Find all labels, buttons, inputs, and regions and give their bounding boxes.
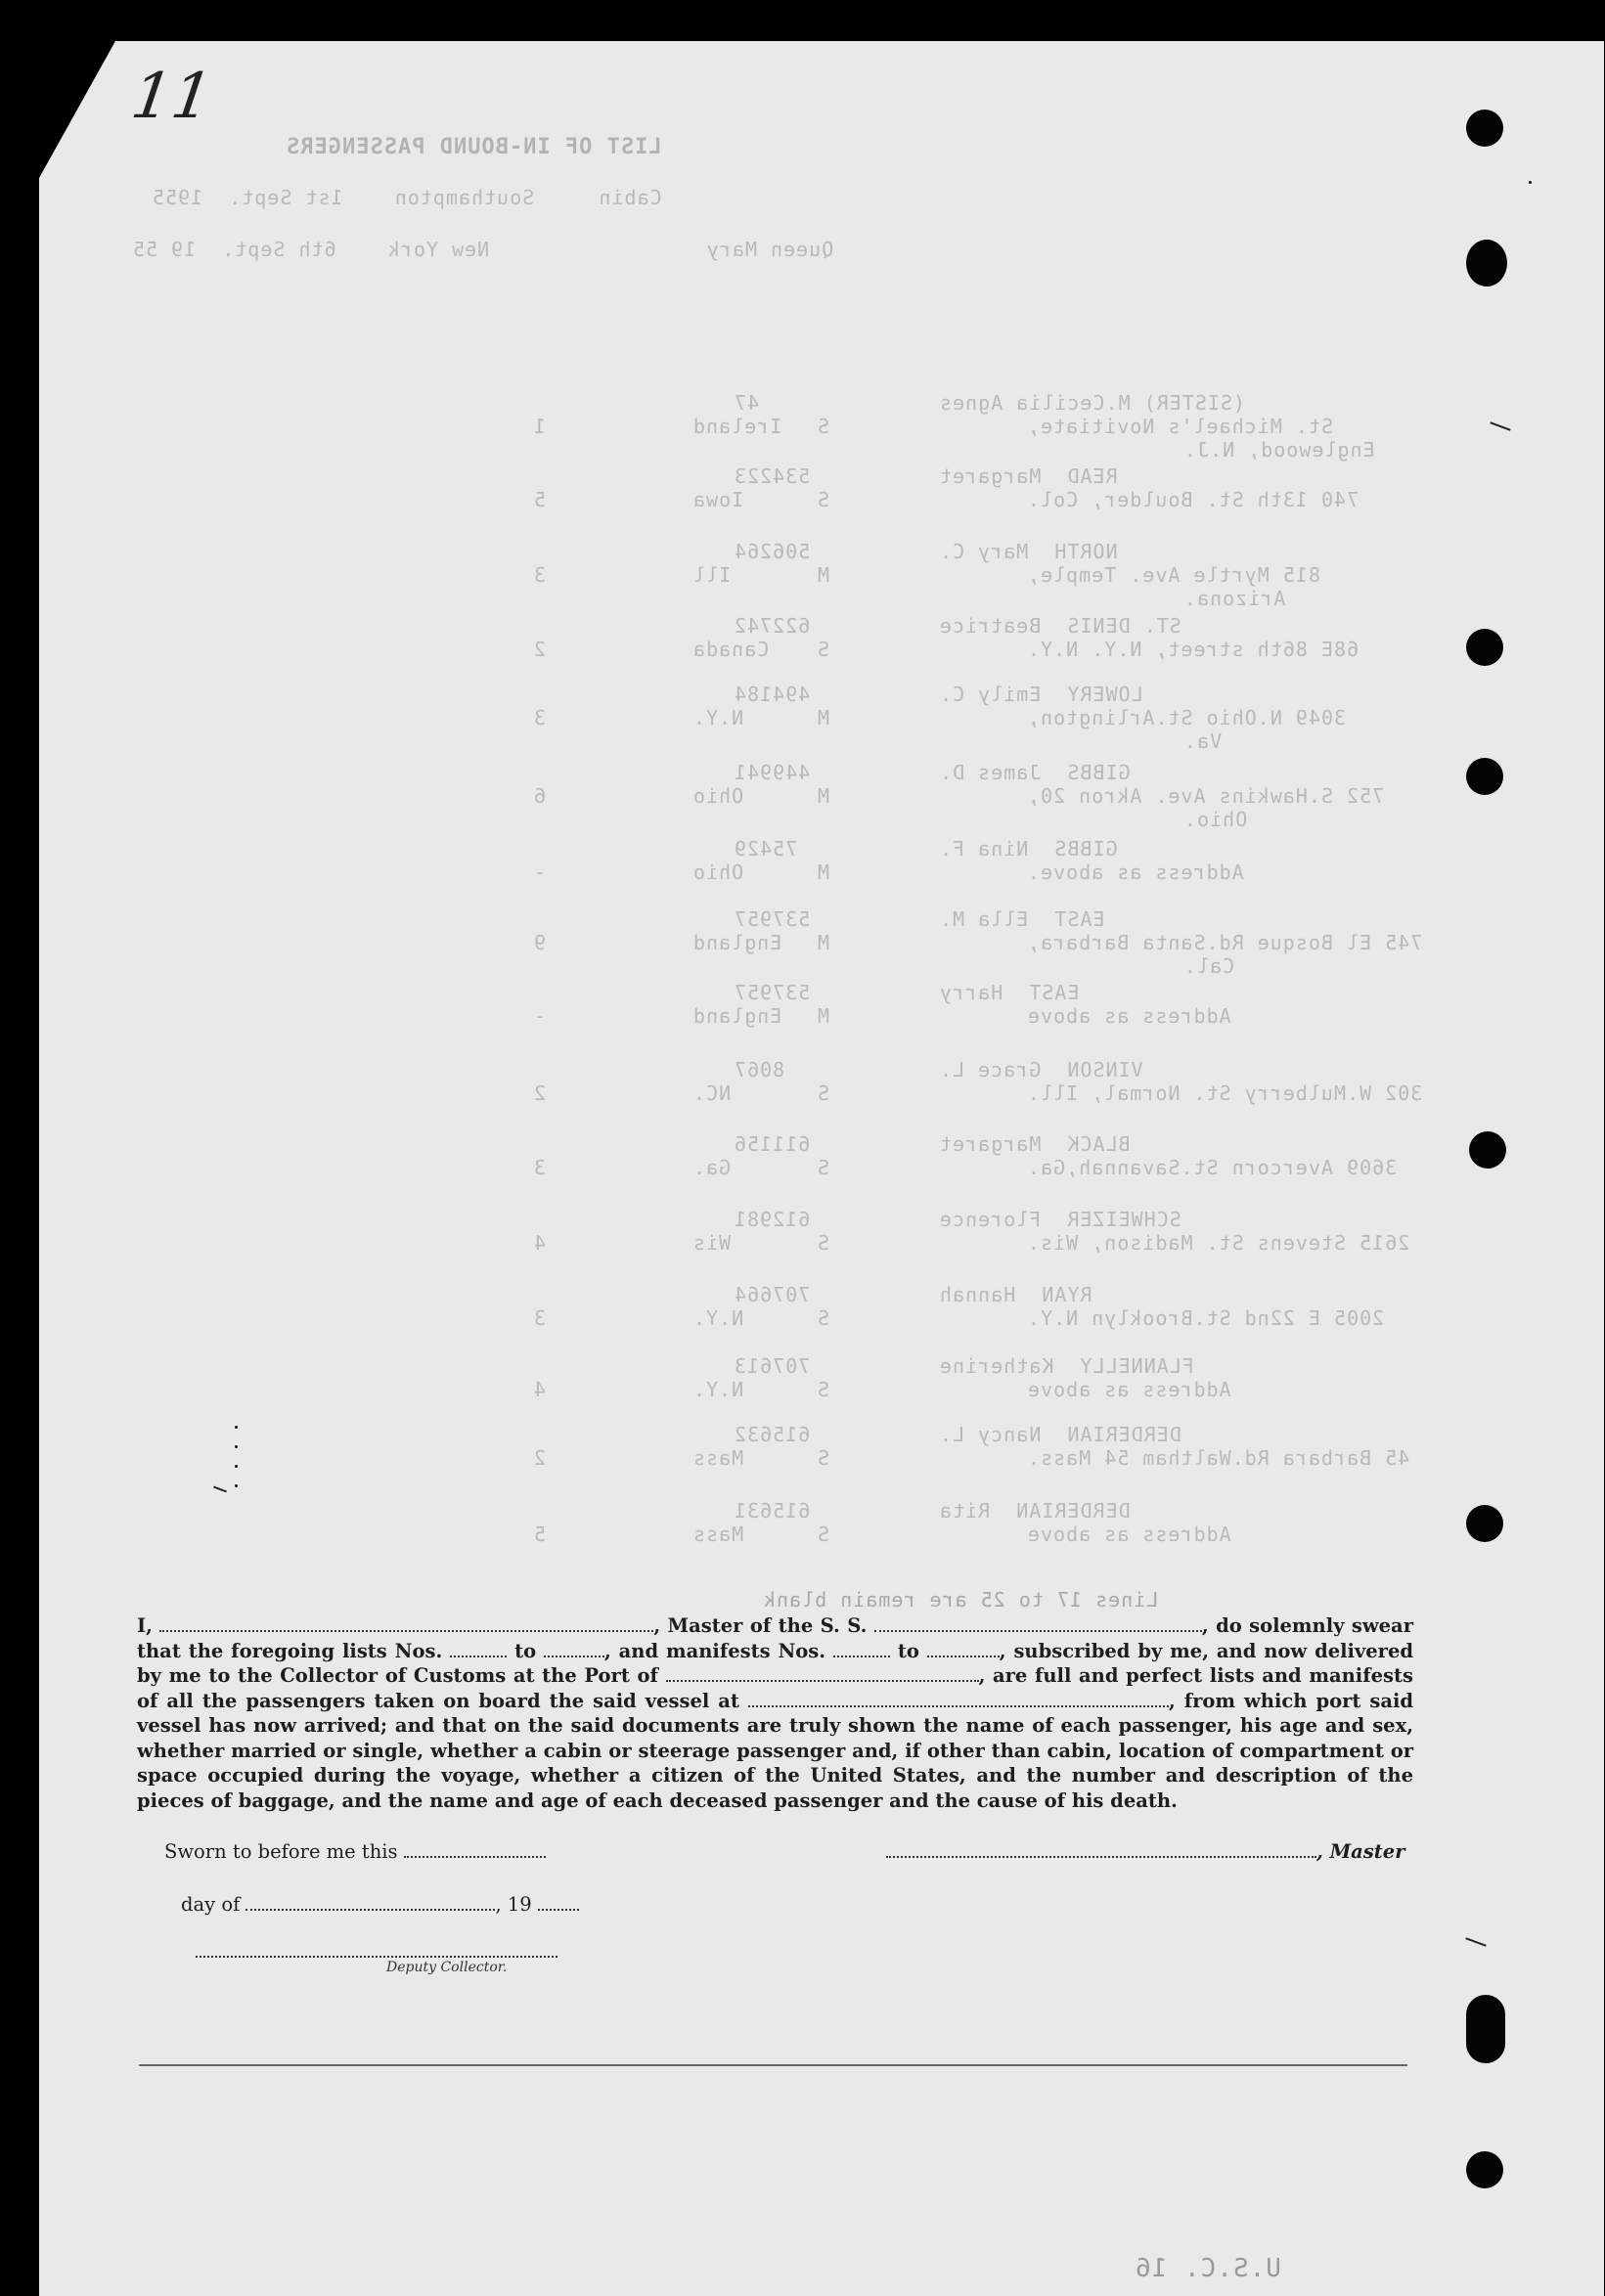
- master-signature-blank: [886, 1842, 1316, 1858]
- oath-text: I,: [137, 1614, 153, 1637]
- ghost-entry-text: 537957: [734, 981, 811, 1004]
- manifest-from-blank: [833, 1642, 890, 1657]
- oath-text: to: [897, 1639, 919, 1662]
- ghost-entry-text: 815 Myrtle Ave. Temple,: [1027, 563, 1320, 587]
- ghost-entry-text: SCHWEIZER Florence: [939, 1208, 1181, 1231]
- ghost-entry-text: Wis: [692, 1231, 732, 1255]
- ghost-entry-text: 537957: [734, 907, 811, 931]
- sworn-label: [164, 1840, 546, 1863]
- master-name-blank: [159, 1616, 653, 1632]
- ghost-entry-text: DERDERIAN Rita: [939, 1499, 1131, 1523]
- ghost-entry-text: DERDERIAN Nancy L.: [939, 1423, 1181, 1446]
- year-label: , 19: [495, 1893, 532, 1916]
- ghost-entry-text: 6: [533, 784, 547, 808]
- ghost-entry-text: S: [817, 1306, 830, 1330]
- oath-text: , and manifests Nos.: [603, 1639, 826, 1662]
- ghost-entry-text: 494184: [734, 683, 811, 706]
- ghost-entry-text: FLANNELLY Katherine: [939, 1354, 1194, 1378]
- ghost-entry-text: -: [533, 861, 547, 884]
- ghost-entry-text: EAST Ella M.: [939, 907, 1105, 931]
- ghost-entry-text: Address as above: [1027, 1378, 1231, 1401]
- ghost-entry-text: 75429: [734, 837, 798, 861]
- ghost-entry-text: 2: [533, 638, 547, 661]
- ghost-entry-text: S: [817, 415, 830, 438]
- ghost-entry-text: Ill: [692, 563, 732, 587]
- ghost-entry-text: 612981: [734, 1208, 811, 1231]
- stray-mark: [1529, 181, 1532, 184]
- stray-mark: [235, 1426, 238, 1429]
- year-blank: [538, 1895, 579, 1911]
- list-to-blank: [544, 1642, 604, 1657]
- ghost-entry-text: Ohio: [692, 861, 744, 884]
- ghost-entry-text: S: [817, 1231, 830, 1255]
- ghost-entry-text: Ohio.: [1183, 808, 1248, 831]
- ghost-entry-text: Ireland: [692, 415, 782, 438]
- ghost-entry-text: 611156: [734, 1132, 811, 1156]
- stray-mark: [235, 1465, 238, 1468]
- departure-port-blank: [748, 1692, 1169, 1707]
- binder-hole: [1466, 629, 1503, 666]
- master-signature: [886, 1840, 1404, 1863]
- ghost-entry-text: Va.: [1183, 729, 1223, 753]
- ghost-entry-text: 2: [533, 1446, 547, 1470]
- day-of-label: day of: [181, 1893, 241, 1916]
- ghost-entry-text: RYAN Hannah: [939, 1283, 1092, 1306]
- ghost-entry-text: 45 Barbara Rd.Waltham 54 Mass.: [1027, 1446, 1410, 1470]
- port-blank: [666, 1666, 979, 1682]
- ghost-entry-text: S: [817, 1523, 830, 1546]
- ghost-entry-text: 745 El Bosque Rd.Santa Barbara,: [1027, 931, 1423, 954]
- ghost-entry-text: Ohio: [692, 784, 744, 808]
- ghost-entry-text: M: [817, 706, 830, 729]
- ghost-entry-text: S: [817, 488, 830, 511]
- ghost-entry-text: 3609 Avercorn St.Savannah,Ga.: [1027, 1156, 1398, 1179]
- day-of-line: [181, 1893, 579, 1916]
- day-of-blank: [245, 1895, 495, 1911]
- ghost-entry-text: Address as above: [1027, 1523, 1231, 1546]
- ghost-entry-text: Address as above.: [1027, 861, 1244, 884]
- ghost-entry-text: M: [817, 861, 830, 884]
- ghost-entry-text: S: [817, 1446, 830, 1470]
- oath-text: , are full and perfect lists and: [978, 1664, 1302, 1687]
- ghost-entry-text: GIBBS James D.: [939, 761, 1131, 784]
- ghost-entry-text: Cal.: [1183, 954, 1235, 978]
- ghost-entry-text: 68E 86th street, N.Y. N.Y.: [1027, 638, 1360, 661]
- ghost-entry-text: Mass: [692, 1446, 744, 1470]
- ghost-entry-text: GIBBS Nina F.: [939, 837, 1118, 861]
- stray-mark: [235, 1484, 238, 1487]
- ghost-entry-text: S: [817, 1156, 830, 1179]
- ghost-entry-text: M: [817, 1004, 830, 1028]
- ghost-entry-text: 5: [533, 488, 547, 511]
- ghost-entry-text: S: [817, 638, 830, 661]
- master-label: , Master: [1316, 1840, 1405, 1863]
- oath-text: , subscribed by me, and now: [999, 1639, 1308, 1662]
- binder-hole: [1466, 2151, 1503, 2188]
- ghost-entry-text: 506264: [734, 540, 811, 563]
- binder-hole: [1466, 758, 1503, 795]
- ghost-entry-text: READ Margaret: [939, 464, 1118, 488]
- ghost-entry-text: Mass: [692, 1523, 744, 1546]
- oath-paragraph: [137, 1613, 1413, 1813]
- vessel-name-blank: [874, 1616, 1202, 1632]
- list-from-blank: [450, 1642, 507, 1657]
- ghost-form-number: U.S.C. 16: [1135, 2254, 1281, 2283]
- binder-hole: [1466, 1505, 1503, 1542]
- ghost-header-line: Queen Mary New York 6th Sept. 19 55: [132, 238, 834, 261]
- ghost-entry-text: VINSON Grace L.: [939, 1058, 1143, 1082]
- ghost-entry-text: 615632: [734, 1423, 811, 1446]
- ghost-entry-text: 3: [533, 1306, 547, 1330]
- ghost-entry-text: S: [817, 1378, 830, 1401]
- ghost-entry-text: 9: [533, 931, 547, 954]
- ghost-entry-text: 2005 E 22nd St.Brooklyn N.Y.: [1027, 1306, 1385, 1330]
- ghost-entry-text: 3: [533, 1156, 547, 1179]
- ghost-entry-text: 752 S.Hawkins Ave. Akron 20,: [1027, 784, 1385, 808]
- ghost-entry-text: Iowa: [692, 488, 744, 511]
- oath-text: delivered by me to the Collector of Customs at the Port of: [137, 1639, 1413, 1687]
- ghost-entry-text: 3049 N.Ohio St.Arlington,: [1027, 706, 1347, 729]
- binder-hole: [1466, 240, 1507, 287]
- ghost-entry-text: EAST Harry: [939, 981, 1080, 1004]
- deputy-signature-blank: [196, 1942, 557, 1958]
- handwritten-mark: 11: [126, 61, 217, 133]
- ghost-header-line: Cabin Southampton 1st Sept. 1955: [152, 186, 662, 209]
- ghost-entry-text: 2: [533, 1082, 547, 1105]
- sworn-date-blank: [404, 1842, 546, 1858]
- ghost-entry-text: 1: [533, 415, 547, 438]
- stray-mark: [235, 1445, 238, 1448]
- oath-text: to: [514, 1639, 537, 1662]
- ghost-entry-text: Address as above: [1027, 1004, 1231, 1028]
- oath-text: , Master of the S. S.: [653, 1614, 868, 1637]
- ghost-entry-text: 615631: [734, 1499, 811, 1523]
- ghost-entry-text: 3: [533, 706, 547, 729]
- ghost-entry-text: M: [817, 563, 830, 587]
- ghost-entry-text: 4: [533, 1231, 547, 1255]
- ghost-entry-text: 5: [533, 1523, 547, 1546]
- ghost-entry-text: Arizona.: [1183, 587, 1286, 610]
- ghost-entry-text: St. Michael's Novitiate,: [1027, 415, 1333, 438]
- ghost-entry-text: NC.: [692, 1082, 732, 1105]
- bottom-rule: [139, 2064, 1407, 2066]
- ghost-entry-text: S: [817, 1082, 830, 1105]
- ghost-entry-text: N.Y.: [692, 1378, 744, 1401]
- ghost-entry-text: 449941: [734, 761, 811, 784]
- oath-text: , from which: [1168, 1689, 1308, 1712]
- ghost-entry-text: England: [692, 931, 782, 954]
- ghost-entry-text: LOWERY Emily C.: [939, 683, 1143, 706]
- oath-text: swear that the foregoing lists Nos.: [137, 1614, 1413, 1662]
- ghost-entry-text: ST. DENIS Beatrice: [939, 614, 1181, 638]
- sworn-text: Sworn to before me this: [164, 1840, 398, 1863]
- ghost-entry-text: Englewood, N.J.: [1183, 438, 1375, 462]
- ghost-entry-text: Canada: [692, 638, 770, 661]
- ghost-entry-text: 3: [533, 563, 547, 587]
- oath-text: , do solemnly: [1201, 1614, 1345, 1637]
- binder-hole: [1466, 110, 1503, 147]
- ghost-entry-text: 740 13th St. Boulder, Col.: [1027, 488, 1360, 511]
- ghost-entry-text: England: [692, 1004, 782, 1028]
- ghost-entry-text: 534223: [734, 464, 811, 488]
- ghost-entry-text: M: [817, 784, 830, 808]
- ghost-entry-text: 707613: [734, 1354, 811, 1378]
- ghost-entry-text: (SISTER) M.Cecilia Agnes: [939, 391, 1245, 415]
- ghost-entry-text: -: [533, 1004, 547, 1028]
- binder-hole: [1466, 1995, 1505, 2063]
- ghost-entry-text: BLACK Margaret: [939, 1132, 1131, 1156]
- oath-text: port said vessel has now arrived; and that on the said documents are truly shown the name of each passenger, his age and sex, whether married or single, whether a cabin or steerage passenger and, if other than cabin, location of compartment or space occupied during the voyage, whether a citizen of the United States, and the number and description of the pieces of baggage, and the name and age of each deceased passenger and the cause of his death.: [137, 1689, 1414, 1812]
- ghost-header-line: LIST OF IN-BOUND PASSENGERS: [286, 135, 662, 159]
- deputy-collector-label: Deputy Collector.: [386, 1960, 508, 1975]
- ghost-entry-text: 622742: [734, 614, 811, 638]
- ghost-entry-text: 47: [734, 391, 760, 415]
- ghost-entry-text: 8067: [734, 1058, 785, 1082]
- ghost-footer-note: Lines 17 to 25 are remain blank: [763, 1588, 1159, 1612]
- manifest-to-blank: [927, 1642, 1000, 1657]
- ghost-entry-text: M: [817, 931, 830, 954]
- ghost-entry-text: 2615 Stevens St. Madison, Wis.: [1027, 1231, 1410, 1255]
- ghost-entry-text: 302 W.Mulberry St. Normal, Ill.: [1027, 1082, 1423, 1105]
- ghost-entry-text: Ga.: [692, 1156, 732, 1179]
- ghost-entry-text: N.Y.: [692, 706, 744, 729]
- ghost-entry-text: 707664: [734, 1283, 811, 1306]
- ghost-entry-text: 4: [533, 1378, 547, 1401]
- ghost-entry-text: N.Y.: [692, 1306, 744, 1330]
- ghost-entry-text: NORTH Mary C.: [939, 540, 1118, 563]
- oath-text: manifests of all the passengers taken on board the said vessel at: [137, 1664, 1413, 1712]
- binder-hole: [1469, 1131, 1506, 1169]
